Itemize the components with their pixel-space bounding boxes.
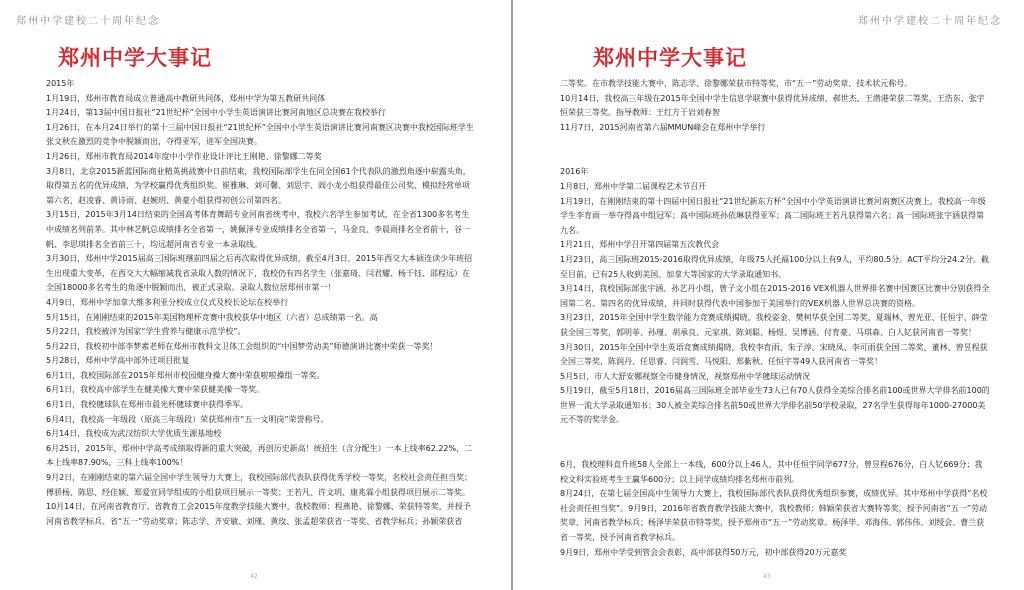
body-paragraph: 1月8日，郑州中学第二届课程艺术节召开 xyxy=(560,181,707,191)
right-page xyxy=(513,0,1024,590)
body-paragraph: 5月15日，在刚刚结束的2015年美国物理杯竞赛中我校获华中地区（六省）总成绩第一名。高 xyxy=(46,312,378,322)
body-paragraph: 3月30日，郑州中学2015届高三国际班继前四届之后再次取得优异成绩，截至4月3日，2015年西交大本硕连读少年班招生出现重大变革，在西交大大幅缩减我省录取人数的情况下，我校仍有四名学生（张嘉琦、闫君耀、杨千钰、邵程远）在全国18000多名考生的角逐中脱颖而出，被正式录取。录取人数位居郑州市第一！ xyxy=(46,254,473,293)
body-paragraph: 10月14日，在河南省教育厅、省教育工会2015年度教学技能大赛中，我校教师：程燕艳、徐黎娜、荣获特等奖，并授予河南省教学标兵、省“五一”劳动奖章；陈志学、齐安敏、刘瑾、黄玫、张孟超荣获省一等奖、省教学标兵；孙颖荣获省 xyxy=(46,502,471,526)
body-paragraph: 9月2日，在刚刚结束的第六届全国中学生领导力大赛上，我校国际部代表队获得优秀学校一等奖，名校社会责任担当奖；傅骄杨、陈思、经佳颖、郑爱宣同学组成的小组获项目展示一等奖；王若凡、许文玥、康兆霖小组获得项目展示二等奖。 xyxy=(46,473,473,497)
paragraph-gap xyxy=(560,143,990,157)
body-paragraph: 1月21日，郑州中学召开第四届第五次教代会 xyxy=(560,240,720,250)
body-paragraph: 5月19日，截至5月18日，2016届高三国际班全部毕业生73人已有70人获得全美综合排名前100或世界大学排名前100的世界一流大学录取通知书；30人被全美综合排名前50或世界大学排名前50学校录取，27名学生获得每年1000-27000美元不等的奖学金。 xyxy=(560,386,990,425)
body-paragraph: 6月25日，2015年，郑州中学高考成绩取得新的重大突破，再创历史新高！统招生（含分配生）一本上线率62.22%，二本上线率87.90%，三科上线率100%！ xyxy=(46,443,473,468)
body-paragraph: 5月22日，我校初中部李梦素老师在郑州市教科文卫体工会组织的“中国梦劳动美”师德演讲比赛中荣获一等奖！ xyxy=(46,341,438,351)
running-header: 郑州中学建校二十周年纪念 xyxy=(16,16,160,27)
body-paragraph: 6月14日，我校成为武汉纺织大学优质生源基地校 xyxy=(46,429,222,439)
page-body xyxy=(46,77,474,529)
body-paragraph: 5月5日，市人大舒安娜视察全市健身情况，视察郑州中学毽球运动情况 xyxy=(560,371,811,381)
body-paragraph: 8月24日，在第七届全国高中生领导力大赛上，我校国际部代表队获得优秀组织参赛，成绩优异。其中郑州中学获得“名校社会责任担当奖”。9月9日，2016年省教育教学技能大赛中，我校教师：韩颖荣获省大赛特等奖，授予河南省“五一”劳动奖章、河南省教学标兵；杨泽毕荣获市特等奖，授予郑州市“五一”劳动奖章。杨泽毕、邓海伟、郭伟伟、刘绶会、曹兰获省一等奖，授予河南省教学标兵。 xyxy=(560,489,988,543)
body-paragraph: 5月22日，我校被评为国家“学生营养与健康示范学校”。 xyxy=(46,327,246,337)
page-title: 郑州中学大事记 xyxy=(593,46,747,70)
body-paragraph: 10月14日，我校高三年级在2015年全国中学生信息学联赛中获得优异成绩，郝世杰、王潜港荣获二等奖，王浩东、张宇恒荣获三等奖。指导教师：王红方于岩刘春智 xyxy=(560,93,985,118)
body-paragraph: 3月23日，2015年全国中学生数学能力竞赛成绩揭晓，我校姿金、樊柯华获全国二等奖，夏瑞林、曾光亚、任恒宇、薛莹获全国三等奖，郭明菲、孙瑾、胡承良、元家祺、陈刘聪、杨煜、吴博涵、付育豪、马琪森、白人钇获河南省一等奖！ xyxy=(560,313,988,337)
body-paragraph: 3月14日，我校国际部张宇涵、孙艺丹小组，曾子文小组在2015-2016 VEX机器人世界排名赛中国赛区比赛中分别获得全国第二名、第四名的优异成绩，并同时获得代表中国参加于美国举行的VEX机器人世界总决赛的资格。 xyxy=(560,284,990,308)
body-paragraph: 1月26日，在本月24日举行的第十三届中国日报社“21世纪杯”全国中小学生英语演讲比赛河南赛区决赛中我校国际班学生张文秋在激烈的竞争中脱颖而出，夺得亚军，进军全国决赛。 xyxy=(46,122,474,147)
body-paragraph: 6月1日，我校高中部学生在健美操大赛中荣获健美操一等奖。 xyxy=(46,385,265,395)
running-header: 郑州中学建校二十周年纪念 xyxy=(858,16,1002,27)
body-paragraph: 6月1日，我校国际部在2015年郑州市校园健身操大赛中荣获啦啦操组一等奖。 xyxy=(46,370,325,380)
page-title: 郑州中学大事记 xyxy=(58,46,212,70)
body-paragraph: 1月24日，第13届中国日报社“21世纪杯”全国中小学生英语演讲比赛河南地区总决赛在我校举行 xyxy=(46,108,386,118)
body-paragraph: 6月，我校理科直升班58人全部上一本线，600分以上46人，其中任恒宇同学677分，曾昱程676分，白人钇669分；我校文科实验班考生王赢华600分；以上同学成绩均排名郑州市前列。 xyxy=(560,460,983,484)
body-paragraph: 3月15日，2015年3月14日结束的全国高考体育舞蹈专业河南省统考中，我校六名学生参加考试，在全省1300多名考生中成绩名列前茅。其中林艺帆总成绩排名全省第一，姚佩泽专业成绩排名全省第一，马金良、李晨雨排名全省前十，谷一帆、李思琪排名全省前三十，均远超河南省专业一本录取线。 xyxy=(46,210,470,249)
body-paragraph: 3月30日，2015年全国中学生英语竞赛成绩揭晓，我校李育雨、朱子淳、宋晓凤、李可雨获全国二等奖，董林、曾昱程获全国三等奖，陈润丹、任思睿、闫润雪、马悦阳、郑紫秋、任恒宇等49人获河南省一等奖！ xyxy=(560,342,988,367)
body-paragraph: 1月23日，高三国际班2015-2016取得优异成绩，年级75人托福100分以上有9人，平均80.5分。ACT平均分24.2分。截至目前，已有25人收到美国、加拿大等国家的大学录取通知书。 xyxy=(560,254,989,279)
body-paragraph: 6月4日，我校高一年级段（原高三年级段）荣获郑州市“五一文明岗”荣誉称号。 xyxy=(46,414,329,424)
page-number: 43 xyxy=(763,573,771,580)
body-paragraph: 1月19日，郑州市教育局成立普通高中教研共同体，郑州中学为第五教研共同体 xyxy=(46,93,326,103)
body-paragraph: 5月28日，郑州中学高中部外迁项目批复 xyxy=(46,356,190,366)
body-paragraph: 2016年 xyxy=(560,167,589,177)
body-paragraph: 1月19日，在刚刚结束的第十四届中国日报社“21世纪新东方杯”全国中小学英语演讲比赛河南赛区决赛上，我校高一年级学生李育雨一举夺得高中组冠军；高中国际班孙依琳获得亚军；高二国际班王若凡获得第六名；高一国际班张宇涵获得第九名。 xyxy=(560,196,986,235)
page-body xyxy=(560,77,990,560)
body-paragraph: 4月9日，郑州中学加拿大维多利亚分校成立仪式及校长论坛在校举行 xyxy=(46,297,289,307)
body-paragraph: 11月7日，2015河南省第六届MMUN峰会在郑州中学举行 xyxy=(560,122,766,132)
page-number: 42 xyxy=(250,573,258,580)
body-paragraph: 1月26日，郑州市教育局2014年度中小学作业设计评比王刚艳、徐黎娜二等奖 xyxy=(46,151,322,161)
body-paragraph: 2015年 xyxy=(46,79,75,88)
body-paragraph: 二等奖。在市教学技能大赛中，陈志学、徐黎娜荣获市特等奖，市“五一”劳动奖章、技术状元称号。 xyxy=(560,79,913,88)
body-paragraph: 9月9日，郑州中学受到管会会表彰，高中部获得50万元，初中部获得20万元嘉奖 xyxy=(560,547,847,557)
body-paragraph: 3月8日，北京2015新蓝国际商业精英挑战赛中日前结束，我校国际部学生在同全国61个代表队的激烈角逐中崭露头角，取得第五名的优异成绩，为学校赢得优秀组织奖。崔雅琳、刘可馨、刘思宇、阎小龙小组获得最佳公司奖、模拟经营单项第六名，赵凌睿、黄诗雨、赵婉玥、黄豪小组获得初创公司第四名。 xyxy=(46,166,471,205)
paragraph-gap xyxy=(560,436,990,450)
body-paragraph: 6月1日，我校毽球队在郑州市晨光杯毽球赛中获得季军。 xyxy=(46,400,249,410)
left-page xyxy=(0,0,511,590)
